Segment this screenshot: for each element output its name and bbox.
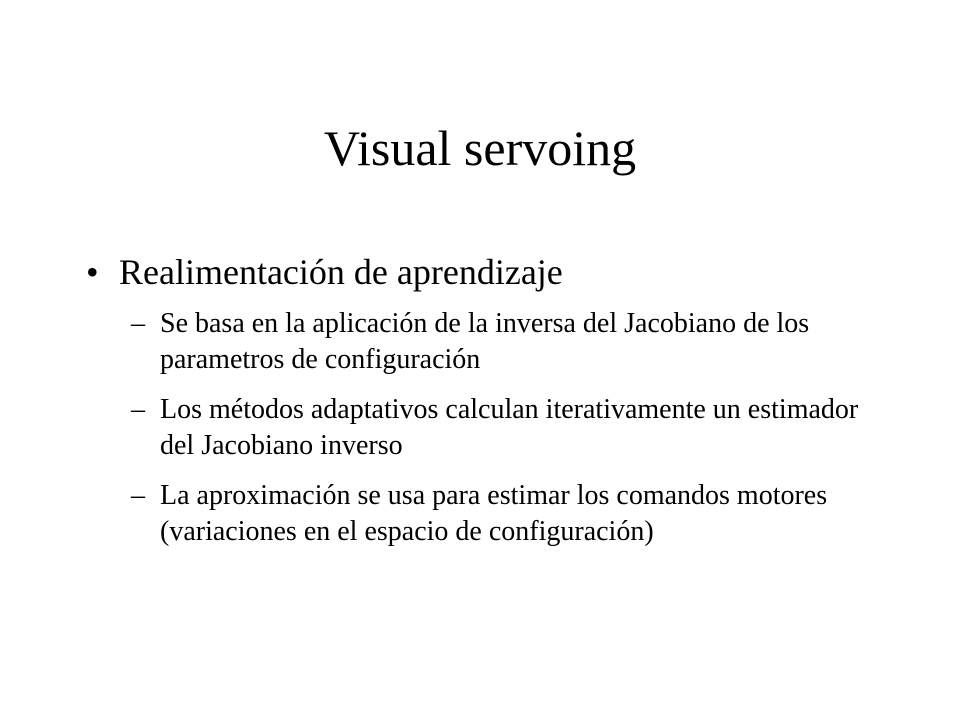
slide-content bbox=[86, 246, 886, 564]
sub-bullet-item bbox=[86, 306, 880, 378]
sub-bullet-item bbox=[86, 478, 880, 550]
dash-marker: – bbox=[131, 394, 145, 425]
sub-bullet-list bbox=[86, 306, 886, 550]
bullet-item bbox=[86, 246, 886, 298]
sub-bullet-text: Los métodos adaptativos calculan iterativamente un estimador del Jacobiano inverso bbox=[160, 394, 859, 461]
dash-marker: – bbox=[131, 308, 145, 339]
bullet-text: Realimentación de aprendizaje bbox=[119, 252, 563, 292]
sub-bullet-item bbox=[86, 392, 880, 464]
dash-marker: – bbox=[131, 480, 145, 511]
bullet-marker: • bbox=[86, 252, 99, 292]
slide-title: Visual servoing bbox=[323, 120, 637, 176]
sub-bullet-text: La aproximación se usa para estimar los comandos motores (variaciones en el espacio de configuración) bbox=[160, 480, 828, 547]
sub-bullet-text: Se basa en la aplicación de la inversa del Jacobiano de los parametros de configuración bbox=[160, 308, 810, 375]
